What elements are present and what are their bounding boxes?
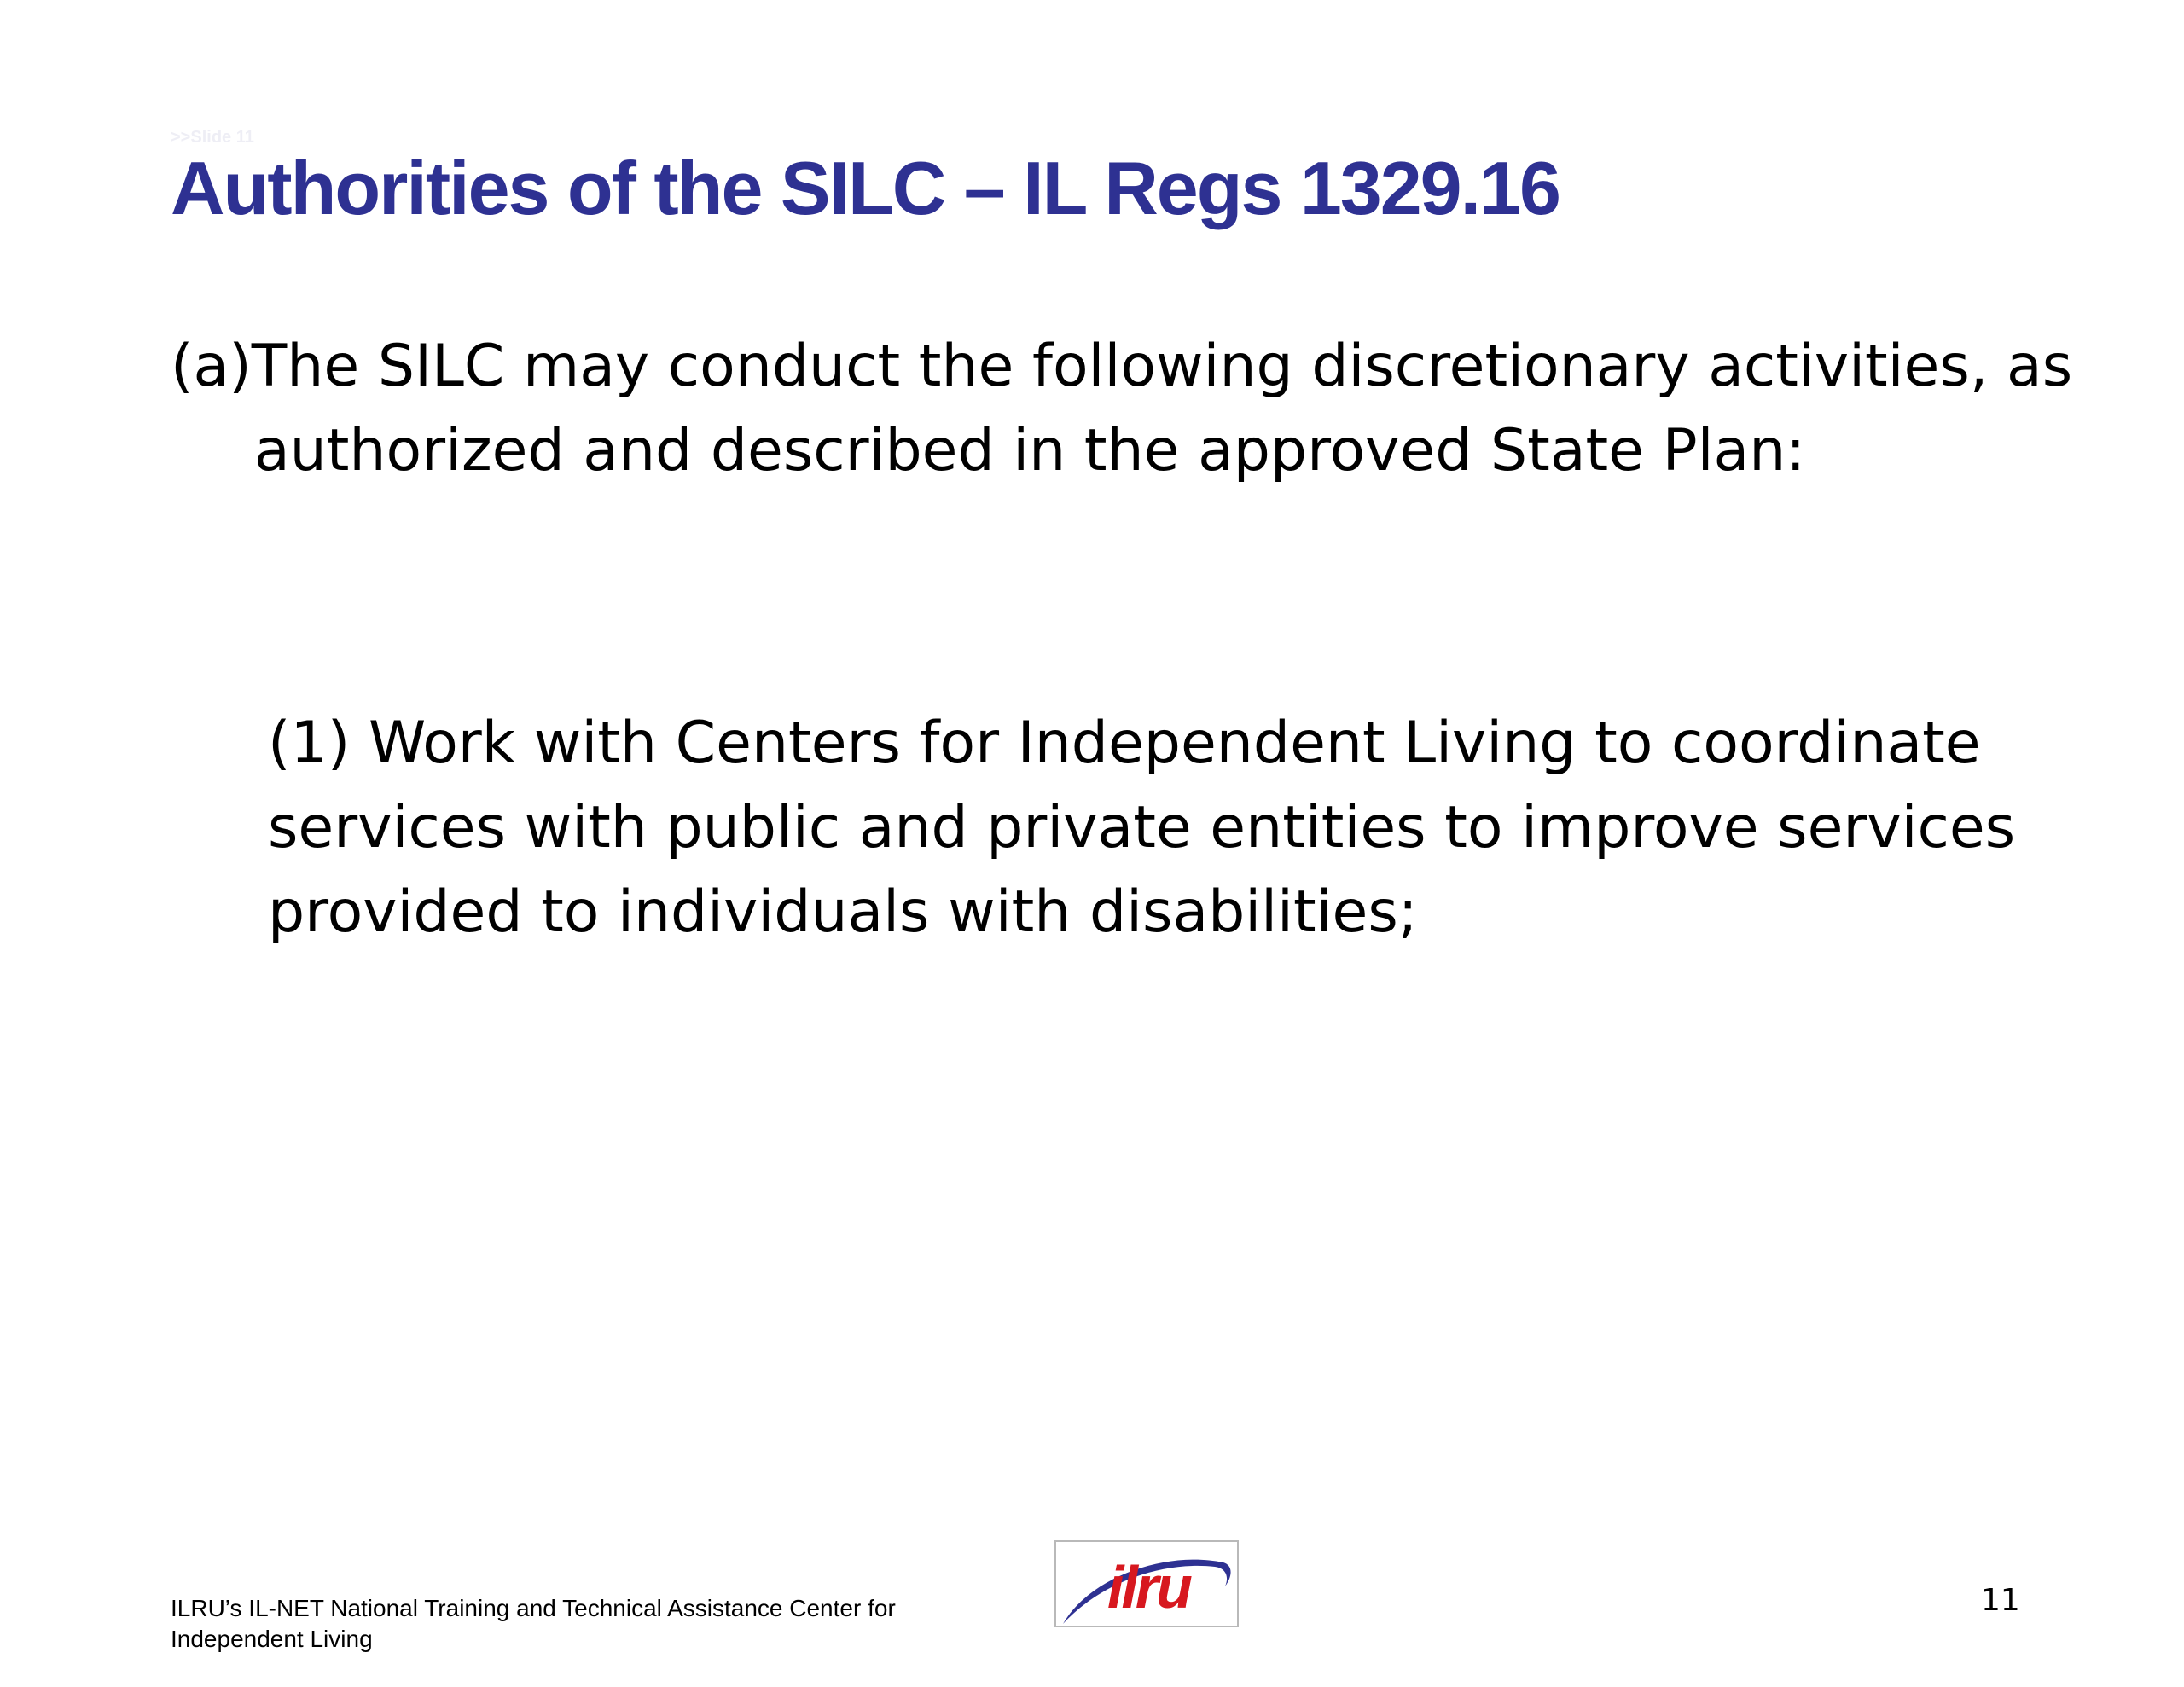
- page-number: 11: [1981, 1583, 2020, 1618]
- footer-organization: ILRU’s IL-NET National Training and Technical Assistance Center for Independent Living: [171, 1595, 896, 1652]
- ilru-logo: [1054, 1540, 1239, 1627]
- logo-text: ilru: [1107, 1554, 1190, 1620]
- paragraph-a: (a)The SILC may conduct the following discretionary activities, as authorized and described in the approved State Plan:: [171, 333, 2073, 484]
- slide-marker: >>Slide 11: [171, 128, 254, 147]
- slide-title: Authorities of the SILC – IL Regs 1329.16: [171, 146, 1560, 230]
- paragraph-1: (1) Work with Centers for Independent Living to coordinate services with public and private entities to improve services provided to individuals with disabilities;: [268, 710, 2016, 946]
